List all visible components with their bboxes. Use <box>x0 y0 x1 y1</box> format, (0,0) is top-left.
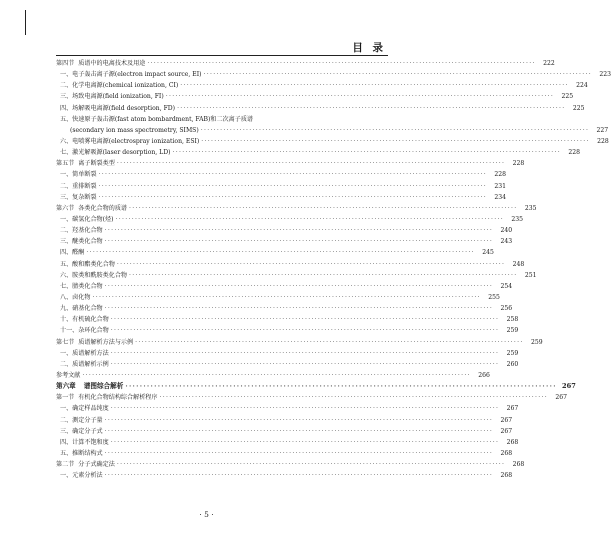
dot-leader: ························································································································ <box>159 394 548 402</box>
dot-leader: ························································································································ <box>98 193 488 201</box>
dot-leader: ························································································································ <box>86 249 475 257</box>
entry-text: 三、确定分子式 <box>60 427 103 435</box>
toc-page-number: 255 <box>488 293 500 301</box>
toc-entry[interactable] <box>56 103 585 114</box>
toc-entry-title <box>56 459 115 470</box>
toc-entry-title <box>56 58 145 69</box>
dot-leader: ························································································································ <box>129 271 518 279</box>
dot-leader: ························································································································ <box>129 204 518 212</box>
dot-leader: ························································································································ <box>203 71 592 79</box>
toc-entry[interactable] <box>56 303 513 314</box>
dot-leader: ························································································································ <box>110 405 500 413</box>
entry-text: 十、有机硫化合物 <box>60 316 109 324</box>
toc-page-number: 228 <box>597 137 609 145</box>
entry-text: 谱图综合解析 <box>83 382 124 391</box>
toc-page-number: 259 <box>506 349 519 357</box>
dot-leader: ························································································································ <box>110 316 500 324</box>
toc-page-number: 267 <box>562 382 576 391</box>
dot-leader: ························································································································ <box>104 227 494 235</box>
toc-entry-title <box>56 381 123 392</box>
toc-entry[interactable] <box>56 403 519 414</box>
toc-entry-title <box>56 147 171 158</box>
toc-entry[interactable] <box>56 337 543 348</box>
dot-leader: ························································································································ <box>201 137 590 145</box>
dot-leader: ························································································································ <box>104 305 494 313</box>
entry-text: 有机化合物结构综合解析程序 <box>78 394 158 402</box>
dot-leader: ························································································································ <box>82 371 471 379</box>
toc-entry[interactable] <box>56 247 494 258</box>
dot-leader: ························································································································ <box>98 182 488 190</box>
toc-entry-title <box>56 448 103 459</box>
dot-leader: ························································································································ <box>135 338 524 346</box>
table-of-contents <box>56 58 611 481</box>
section-number: 第四节 <box>56 60 75 67</box>
toc-entry[interactable] <box>56 459 525 470</box>
toc-page-number: 267 <box>500 416 513 424</box>
toc-page-number: 228 <box>512 160 525 168</box>
toc-entry[interactable] <box>56 415 513 426</box>
section-number: 第二节 <box>56 461 75 469</box>
dot-leader: ························································································································ <box>116 160 506 168</box>
toc-page-number: 268 <box>512 461 525 469</box>
toc-entry-title <box>56 181 97 192</box>
header-rule <box>56 55 388 56</box>
toc-page-number: 259 <box>506 327 519 335</box>
toc-entry-title <box>56 303 103 314</box>
toc-page-number: 223 <box>599 71 611 79</box>
toc-page-number: 235 <box>511 215 523 223</box>
toc-page-number: 267 <box>506 405 519 413</box>
toc-page-number: 268 <box>506 438 519 446</box>
entry-text: 分子式确定法 <box>78 461 115 469</box>
toc-entry-title <box>56 169 97 180</box>
dot-leader: ························································································································ <box>172 149 561 157</box>
toc-entry-title <box>56 114 253 125</box>
toc-entry-title <box>56 259 115 270</box>
page-header-title: 目 录 <box>352 42 386 54</box>
entry-text: 一、电子轰击离子源(electron impact source, EI) <box>60 71 202 79</box>
dot-leader: ························································································································ <box>104 449 494 457</box>
toc-entry-title <box>56 247 84 258</box>
toc-entry[interactable] <box>56 281 513 292</box>
entry-text: 二、化学电离源(chemical ionization, CI) <box>60 82 179 90</box>
toc-entry[interactable] <box>56 470 513 481</box>
toc-page-number: 228 <box>494 171 507 179</box>
dot-leader: ························································································································ <box>104 282 494 290</box>
toc-entry-title <box>56 192 97 203</box>
section-number: 第一节 <box>56 394 75 402</box>
toc-entry-title <box>56 348 109 359</box>
entry-text: 九、硝基化合物 <box>60 305 103 313</box>
toc-page-number: 259 <box>530 338 543 346</box>
toc-entry[interactable] <box>56 181 507 192</box>
toc-entry-title <box>56 292 90 303</box>
entry-text: 三、醚类化合物 <box>60 238 103 246</box>
toc-entry-title <box>56 158 115 169</box>
entry-text: 六、电喷雾电离源(electrospray ionization, ESI) <box>60 137 200 145</box>
toc-page-number: 234 <box>494 193 507 201</box>
dot-leader: ························································································································ <box>104 416 494 424</box>
toc-page-number: 267 <box>500 427 513 435</box>
toc-entry-title <box>56 325 109 336</box>
entry-text: 七、激光解吸源(laser desorption, LD) <box>60 149 171 157</box>
entry-text: 一、简单断裂 <box>60 171 97 179</box>
toc-entry[interactable] <box>56 381 576 392</box>
toc-entry[interactable] <box>56 348 519 359</box>
toc-entry[interactable] <box>56 314 519 325</box>
entry-text: 二、羟基化合物 <box>60 227 103 235</box>
entry-text: 三、场致电离源(field ionization, FI) <box>60 93 164 101</box>
toc-entry-title <box>56 426 103 437</box>
entry-text: 五、快速原子轰击源(fast atom bombardment, FAB)和二次离子质谱 <box>60 115 254 123</box>
toc-entry[interactable] <box>56 236 513 247</box>
toc-page-number: 243 <box>500 238 513 246</box>
entry-text: 四、计算不饱和度 <box>60 438 109 446</box>
dot-leader: ························································································································ <box>116 260 506 268</box>
toc-entry[interactable] <box>56 426 513 437</box>
entry-text: 八、卤化物 <box>60 293 91 301</box>
dot-leader: ························································································································ <box>147 60 536 67</box>
toc-page-number: 267 <box>555 394 567 402</box>
toc-entry[interactable] <box>56 192 507 203</box>
toc-entry-title <box>56 415 103 426</box>
toc-entry[interactable] <box>56 270 537 281</box>
toc-entry[interactable] <box>56 214 523 225</box>
dot-leader: ························································································································ <box>116 461 506 469</box>
toc-entry[interactable] <box>56 125 609 136</box>
dot-leader: ························································································································ <box>110 360 500 368</box>
toc-entry[interactable] <box>56 136 609 147</box>
toc-entry[interactable] <box>56 203 537 214</box>
dot-leader: ························································································································ <box>110 327 500 335</box>
dot-leader: ························································································································ <box>110 438 500 446</box>
toc-entry-title <box>56 214 114 225</box>
entry-text: 五、推断结构式 <box>60 449 103 457</box>
toc-page-number: 251 <box>524 271 537 279</box>
toc-page-number: 268 <box>500 472 513 480</box>
toc-page-number: 224 <box>576 82 588 90</box>
margin-rule <box>25 10 26 35</box>
toc-entry[interactable] <box>56 259 525 270</box>
toc-entry-title <box>56 470 103 481</box>
toc-entry-title <box>56 236 103 247</box>
toc-entry[interactable] <box>56 370 490 381</box>
entry-text: 二、重排断裂 <box>60 182 97 190</box>
entry-text: 四、场解吸电离源(field desorption, FD) <box>60 104 176 112</box>
entry-text: 质谱中的电离技术及用途 <box>78 60 146 67</box>
toc-entry-title <box>56 437 109 448</box>
dot-leader: ························································································································ <box>92 293 481 301</box>
toc-entry[interactable] <box>56 437 519 448</box>
entry-text: 参考文献 <box>56 371 81 379</box>
toc-entry[interactable] <box>56 169 507 180</box>
dot-leader: ························································································································ <box>177 104 566 112</box>
entry-text: 十一、杂环化合物 <box>60 327 109 335</box>
toc-page-number: 266 <box>478 371 490 379</box>
toc-page-number: 231 <box>494 182 507 190</box>
dot-leader: ························································································································ <box>180 82 569 90</box>
dot-leader: ························································································································ <box>104 238 494 246</box>
toc-entry[interactable] <box>56 58 555 69</box>
toc-entry-title <box>56 125 199 136</box>
toc-entry-title <box>56 359 109 370</box>
toc-entry[interactable] <box>56 448 513 459</box>
entry-text: 一、元素分析法 <box>60 472 103 480</box>
toc-entry-title <box>56 103 175 114</box>
toc-page-number: 260 <box>506 360 519 368</box>
entry-text: 质谱解析方法与示例 <box>78 338 134 346</box>
toc-entry-title <box>56 337 133 348</box>
section-number: 第五节 <box>56 160 75 168</box>
entry-text: 二、测定分子量 <box>60 416 103 424</box>
toc-page-number: 227 <box>596 126 609 134</box>
toc-entry-title <box>56 392 158 403</box>
toc-page-number: 254 <box>500 282 513 290</box>
entry-text: (secondary ion mass spectrometry, SIMS) <box>70 126 199 134</box>
toc-entry[interactable] <box>56 69 611 80</box>
entry-text: 一、确定样品纯度 <box>60 405 109 413</box>
toc-entry-title <box>56 203 127 214</box>
entry-text: 一、质谱解析方法 <box>60 349 109 357</box>
toc-entry[interactable] <box>56 158 525 169</box>
section-number: 第七节 <box>56 338 75 346</box>
dot-leader: ························································································································ <box>98 171 488 179</box>
toc-entry[interactable] <box>56 114 356 125</box>
entry-text: 离子断裂类型 <box>78 160 115 168</box>
entry-text: 二、质谱解析示例 <box>60 360 109 368</box>
toc-entry[interactable] <box>56 225 513 236</box>
entry-text: 各类化合物的质谱 <box>78 204 128 212</box>
entry-text: 四、醛酮 <box>60 249 85 257</box>
entry-text: 一、碳氢化合物(烃) <box>60 215 114 223</box>
toc-page-number: 225 <box>561 93 574 101</box>
chapter-number: 第六章 <box>56 382 76 391</box>
toc-entry[interactable] <box>56 392 567 403</box>
toc-entry[interactable] <box>56 292 500 303</box>
toc-entry[interactable] <box>56 80 588 91</box>
toc-page-number: 248 <box>512 260 525 268</box>
dot-leader: ························································································································ <box>115 215 504 223</box>
toc-page-number: 245 <box>482 249 494 257</box>
toc-entry-title <box>56 403 109 414</box>
dot-leader: ························································································································ <box>110 349 500 357</box>
dot-leader: ························································································································ <box>165 93 555 101</box>
toc-entry-title <box>56 225 103 236</box>
toc-entry-title <box>56 69 202 80</box>
toc-entry-title <box>56 370 80 381</box>
toc-entry[interactable] <box>56 91 574 102</box>
entry-text: 三、复杂断裂 <box>60 193 97 201</box>
section-number: 第六节 <box>56 204 75 212</box>
toc-page-number: 235 <box>524 204 537 212</box>
toc-page-number: 240 <box>500 227 513 235</box>
toc-page-number: 222 <box>543 60 555 67</box>
toc-page-number: 268 <box>500 449 513 457</box>
toc-entry[interactable] <box>56 147 580 158</box>
toc-page-number: 258 <box>506 316 519 324</box>
dot-leader: ························································································································ <box>200 126 590 134</box>
dot-leader: ························································································································ <box>104 472 494 480</box>
toc-page-number: 228 <box>568 149 580 157</box>
toc-page-number: 256 <box>500 305 513 313</box>
toc-entry-title <box>56 136 199 147</box>
toc-entry-title <box>56 281 103 292</box>
toc-page-number: 225 <box>572 104 585 112</box>
dot-leader: ························································································································ <box>125 382 557 391</box>
entry-text: 六、胺类和酰胺类化合物 <box>60 271 128 279</box>
toc-entry[interactable] <box>56 325 519 336</box>
dot-leader: ························································································································ <box>104 427 494 435</box>
toc-entry-title <box>56 270 127 281</box>
entry-text: 七、腈类化合物 <box>60 282 103 290</box>
toc-entry-title <box>56 80 178 91</box>
toc-entry-title <box>56 91 164 102</box>
entry-text: 五、酸和酯类化合物 <box>60 260 115 268</box>
toc-entry[interactable] <box>56 359 519 370</box>
toc-entry-title <box>56 314 109 325</box>
page-number: · 5 · <box>199 510 214 519</box>
